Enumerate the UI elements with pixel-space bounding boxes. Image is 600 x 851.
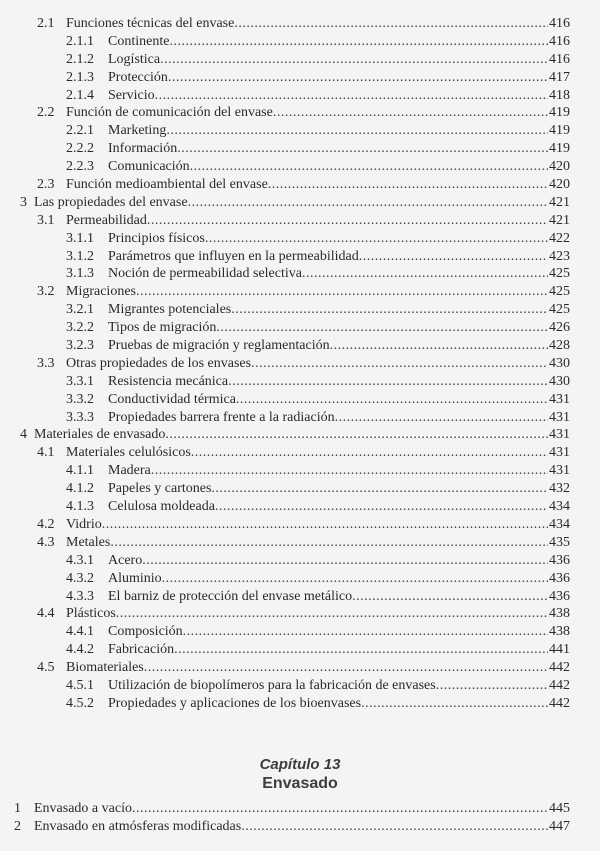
- toc-entry-page-number: 436: [549, 570, 570, 586]
- dot-leader: [216, 319, 548, 337]
- toc-entry-title: Metales: [66, 534, 111, 550]
- toc-entry-number: 2.1.1: [66, 33, 94, 49]
- toc-entry-heading: [66, 677, 436, 695]
- toc-entry-page-number: 435: [549, 534, 570, 550]
- toc-entry-heading: [66, 319, 216, 337]
- toc-entry-title: Servicio: [108, 87, 155, 103]
- toc-entry-number: 3.2.1: [66, 302, 94, 318]
- toc-entry-title: Papeles y cartones: [108, 481, 212, 497]
- toc-entry-page-number: 430: [549, 355, 570, 371]
- toc-entry-heading: [66, 391, 236, 409]
- toc-entry-title: Vidrio: [66, 516, 102, 532]
- dot-leader: [168, 69, 548, 87]
- toc-entry-number: 2.1: [37, 16, 55, 31]
- toc-entry-heading: [37, 534, 110, 552]
- toc-entry: [37, 659, 570, 677]
- toc-entry-heading: [37, 355, 251, 373]
- toc-entry-number: 4.4: [37, 606, 55, 622]
- toc-entry-heading: [66, 265, 302, 283]
- toc-entry: [37, 212, 570, 230]
- dot-leader: [231, 301, 548, 319]
- toc-entry-page-number: 431: [549, 409, 570, 425]
- toc-entry-number: 2.2: [37, 105, 55, 121]
- toc-entry-title: Acero: [108, 552, 143, 568]
- toc-entry-heading: [66, 552, 142, 570]
- toc-entry: [66, 570, 570, 588]
- toc-entry-page-number: 423: [549, 248, 570, 264]
- toc-entry-page-number: 447: [549, 818, 570, 834]
- toc-entry-title: Función de comunicación del envase: [66, 105, 273, 121]
- dot-leader: [174, 641, 548, 659]
- toc-entry-page-number: 442: [549, 660, 570, 676]
- toc-entry-title: Utilización de biopolímeros para la fabricación de envases: [108, 677, 436, 693]
- toc-entry-page-number: 426: [549, 320, 570, 336]
- toc-entry-number: 2.1.4: [66, 87, 94, 103]
- toc-entry-number: 4.3.2: [66, 570, 94, 586]
- toc-entry-page-number: 417: [549, 69, 570, 85]
- toc-entry: [66, 498, 570, 516]
- toc-entry-number: 3.1.1: [66, 230, 94, 246]
- dot-leader: [273, 104, 548, 122]
- toc-entry-page-number: 419: [549, 105, 570, 121]
- toc-entry-page-number: 420: [549, 159, 570, 175]
- toc-entry: [66, 409, 570, 427]
- toc-entry-heading: [66, 158, 190, 176]
- toc-entry-title: Las propiedades del envase: [34, 194, 188, 210]
- toc-entry-page-number: 431: [549, 391, 570, 407]
- toc-entry-page-number: 438: [549, 606, 570, 622]
- toc-entry-page-number: 422: [549, 230, 570, 246]
- toc-entry-title: Parámetros que influyen en la permeabilidad: [108, 248, 359, 264]
- dot-leader: [436, 677, 548, 695]
- toc-entry-page-number: 431: [549, 445, 570, 461]
- toc-entry-number: 4.1.3: [66, 499, 94, 515]
- toc-entry: [37, 605, 570, 623]
- toc-entry: [37, 355, 570, 373]
- toc-entry-number: 4.5: [37, 660, 55, 676]
- toc-entry-heading: [37, 605, 116, 623]
- toc-entry-heading: [37, 212, 147, 230]
- dot-leader: [228, 373, 548, 391]
- dot-leader: [205, 230, 548, 248]
- toc-entry-title: Migrantes potenciales: [108, 302, 232, 318]
- toc-entry-title: Conductividad térmica: [108, 391, 236, 407]
- toc-entry-heading: [66, 51, 160, 69]
- dot-leader: [251, 355, 548, 373]
- toc-entry-page-number: 434: [549, 516, 570, 532]
- dot-leader: [144, 659, 548, 677]
- chapter-13-contents: [0, 800, 600, 836]
- toc-entry-number: 4.3.1: [66, 552, 94, 568]
- chapter-heading: [0, 756, 600, 794]
- toc-entry: [66, 391, 570, 409]
- toc-entry-title: Protección: [108, 69, 168, 85]
- dot-leader: [241, 818, 548, 836]
- toc-entry-number: 3.2.2: [66, 320, 94, 336]
- toc-entry-number: 4.4.1: [66, 624, 94, 640]
- dot-leader: [215, 498, 548, 516]
- toc-entry-heading: [66, 570, 162, 588]
- dot-leader: [330, 337, 548, 355]
- toc-entry-number: 4.3: [37, 534, 55, 550]
- toc-entry-page-number: 416: [549, 33, 570, 49]
- toc-entry-title: Permeabilidad: [66, 212, 147, 228]
- dot-leader: [169, 33, 548, 51]
- toc-entry: [37, 104, 570, 122]
- toc-entry-heading: [20, 194, 188, 212]
- toc-entry-page-number: 438: [549, 624, 570, 640]
- toc-entry-number: 3.3.2: [66, 391, 94, 407]
- toc-entry-title: Biomateriales: [66, 660, 144, 676]
- toc-entry-heading: [66, 69, 168, 87]
- toc-entry-heading: [66, 480, 211, 498]
- toc-entry-heading: [66, 230, 205, 248]
- toc-entry-heading: [37, 659, 144, 677]
- dot-leader: [136, 283, 548, 301]
- toc-entry-page-number: 425: [549, 302, 570, 318]
- dot-leader: [147, 212, 548, 230]
- toc-entry-number: 4.4.2: [66, 642, 94, 658]
- toc-entry-page-number: 416: [549, 16, 570, 31]
- dot-leader: [162, 570, 548, 588]
- toc-entry: [37, 15, 570, 33]
- dot-leader: [165, 426, 548, 444]
- dot-leader: [361, 695, 548, 713]
- toc-entry-page-number: 421: [549, 212, 570, 228]
- toc-entry-title: Materiales de envasado: [34, 427, 166, 443]
- dot-leader: [211, 480, 548, 498]
- toc-entry-heading: [37, 444, 191, 462]
- toc-entry-page-number: 431: [549, 463, 570, 479]
- toc-entry-number: 4.5.1: [66, 677, 94, 693]
- toc-entry-heading: [66, 409, 335, 427]
- dot-leader: [166, 122, 548, 140]
- toc-entry-heading: [20, 426, 165, 444]
- toc-entry: [37, 534, 570, 552]
- toc-entry: [66, 695, 570, 713]
- toc-entry: [66, 588, 570, 606]
- dot-leader: [177, 140, 548, 158]
- toc-entry: [66, 677, 570, 695]
- toc-entry: [66, 122, 570, 140]
- toc-entry-heading: [66, 301, 231, 319]
- toc-entry-page-number: 430: [549, 373, 570, 389]
- toc-entry-number: 3.2.3: [66, 338, 94, 354]
- toc-entry-title: Envasado a vacío: [34, 801, 132, 816]
- toc-entry-heading: [66, 373, 228, 391]
- toc-entry-page-number: 432: [549, 481, 570, 497]
- toc-entry-page-number: 436: [549, 588, 570, 604]
- toc-entry-number: 2: [14, 818, 21, 834]
- toc-entry-title: Pruebas de migración y reglamentación: [108, 338, 330, 354]
- toc-entry: [14, 800, 570, 818]
- toc-entry-page-number: 419: [549, 123, 570, 139]
- dot-leader: [268, 176, 548, 194]
- dot-leader: [236, 391, 548, 409]
- dot-leader: [110, 534, 548, 552]
- toc-entry-title: Fabricación: [108, 642, 175, 658]
- toc-entry-title: Celulosa moldeada: [108, 499, 215, 515]
- dot-leader: [302, 265, 548, 283]
- toc-entry: [66, 33, 570, 51]
- toc-entry-heading: [37, 15, 234, 33]
- dot-leader: [160, 51, 548, 69]
- table-of-contents: [0, 15, 600, 713]
- toc-entry-number: 4.3.3: [66, 588, 94, 604]
- toc-entry-title: El barniz de protección del envase metálico: [108, 588, 353, 604]
- toc-entry: [20, 194, 570, 212]
- toc-entry-number: 3.1.3: [66, 266, 94, 282]
- toc-entry-heading: [66, 623, 183, 641]
- toc-entry: [66, 51, 570, 69]
- toc-entry: [20, 426, 570, 444]
- toc-entry-number: 2.2.1: [66, 123, 94, 139]
- toc-entry-title: Plásticos: [66, 606, 116, 622]
- toc-entry: [66, 480, 570, 498]
- toc-entry-title: Madera: [108, 463, 151, 479]
- toc-entry-heading: [66, 462, 151, 480]
- toc-entry-heading: [66, 695, 361, 713]
- toc-entry: [66, 301, 570, 319]
- toc-entry-page-number: 416: [549, 51, 570, 67]
- toc-entry-page-number: 441: [549, 642, 570, 658]
- toc-entry-page-number: 442: [549, 695, 570, 711]
- toc-entry-title: Materiales celulósicos: [66, 445, 191, 461]
- toc-entry-title: Comunicación: [108, 159, 190, 175]
- toc-entry: [66, 462, 570, 480]
- dot-leader: [155, 87, 548, 105]
- toc-entry: [66, 230, 570, 248]
- toc-entry-heading: [66, 140, 177, 158]
- toc-entry: [66, 319, 570, 337]
- toc-entry-heading: [66, 248, 359, 266]
- toc-entry: [37, 444, 570, 462]
- toc-entry: [66, 248, 570, 266]
- toc-entry-heading: [66, 641, 174, 659]
- toc-entry-number: 4.2: [37, 516, 55, 532]
- toc-entry-heading: [66, 498, 215, 516]
- dot-leader: [132, 800, 548, 818]
- toc-entry: [66, 69, 570, 87]
- toc-entry-title: Tipos de migración: [108, 320, 217, 336]
- toc-entry-number: 4.1.1: [66, 463, 94, 479]
- dot-leader: [188, 194, 548, 212]
- dot-leader: [335, 409, 548, 427]
- toc-entry-title: Continente: [108, 33, 170, 49]
- toc-entry-number: 3.1: [37, 212, 55, 228]
- toc-entry-title: Resistencia mecánica: [108, 373, 229, 389]
- toc-entry-number: 4.1: [37, 445, 55, 461]
- toc-entry-page-number: 420: [549, 177, 570, 193]
- toc-entry: [66, 373, 570, 391]
- toc-entry: [37, 283, 570, 301]
- dot-leader: [151, 462, 548, 480]
- toc-entry-page-number: 445: [549, 801, 570, 816]
- toc-entry-number: 2.2.3: [66, 159, 94, 175]
- toc-entry-title: Funciones técnicas del envase: [66, 16, 235, 31]
- toc-entry-heading: [66, 87, 155, 105]
- toc-entry-heading: [37, 104, 273, 122]
- toc-entry-page-number: 421: [549, 194, 570, 210]
- toc-entry-title: Marketing: [108, 123, 167, 139]
- toc-entry-heading: [14, 818, 241, 836]
- dot-leader: [352, 588, 548, 606]
- dot-leader: [191, 444, 548, 462]
- toc-entry-title: Migraciones: [66, 284, 136, 300]
- toc-entry-number: 3: [20, 194, 27, 210]
- toc-entry-title: Envasado en atmósferas modificadas: [34, 818, 242, 834]
- toc-entry-number: 2.2.2: [66, 141, 94, 157]
- toc-entry: [66, 337, 570, 355]
- toc-entry-page-number: 425: [549, 284, 570, 300]
- chapter-title: Envasado: [262, 775, 338, 792]
- dot-leader: [190, 158, 548, 176]
- toc-entry-title: Principios físicos: [108, 230, 205, 246]
- toc-entry-heading: [37, 516, 102, 534]
- toc-entry-heading: [37, 283, 136, 301]
- toc-entry-title: Función medioambiental del envase: [66, 177, 268, 193]
- toc-entry: [66, 641, 570, 659]
- toc-entry-heading: [66, 588, 352, 606]
- toc-entry: [66, 265, 570, 283]
- toc-entry-number: 4: [20, 427, 27, 443]
- toc-entry: [66, 158, 570, 176]
- toc-entry-page-number: 434: [549, 499, 570, 515]
- toc-entry-heading: [37, 176, 268, 194]
- toc-entry-title: Información: [108, 141, 178, 157]
- toc-entry-number: 1: [14, 801, 21, 816]
- toc-entry-page-number: 418: [549, 87, 570, 103]
- toc-entry: [14, 818, 570, 836]
- toc-entry-title: Logística: [108, 51, 161, 67]
- toc-entry-heading: [14, 800, 132, 818]
- toc-entry-number: 2.3: [37, 177, 55, 193]
- toc-entry-page-number: 428: [549, 338, 570, 354]
- toc-entry-number: 3.3.1: [66, 373, 94, 389]
- toc-entry: [37, 516, 570, 534]
- toc-entry-page-number: 442: [549, 677, 570, 693]
- toc-entry-number: 3.3.3: [66, 409, 94, 425]
- chapter-label: Capítulo 13: [259, 756, 341, 773]
- toc-entry-number: 4.1.2: [66, 481, 94, 497]
- toc-entry-page-number: 419: [549, 141, 570, 157]
- toc-entry: [66, 623, 570, 641]
- toc-entry-number: 3.2: [37, 284, 55, 300]
- toc-entry-title: Otras propiedades de los envases: [66, 355, 252, 371]
- toc-entry-heading: [66, 337, 330, 355]
- toc-entry-title: Composición: [108, 624, 183, 640]
- toc-entry-number: 2.1.2: [66, 51, 94, 67]
- toc-entry: [66, 87, 570, 105]
- toc-entry-page-number: 431: [549, 427, 570, 443]
- toc-entry-page-number: 425: [549, 266, 570, 282]
- dot-leader: [359, 248, 548, 266]
- toc-entry-heading: [66, 122, 166, 140]
- toc-entry-title: Noción de permeabilidad selectiva: [108, 266, 302, 282]
- toc-entry-number: 3.1.2: [66, 248, 94, 264]
- toc-entry-title: Propiedades barrera frente a la radiación: [108, 409, 335, 425]
- dot-leader: [183, 623, 548, 641]
- toc-entry: [66, 552, 570, 570]
- dot-leader: [142, 552, 548, 570]
- dot-leader: [116, 605, 548, 623]
- toc-entry-number: 4.5.2: [66, 695, 94, 711]
- toc-entry: [37, 176, 570, 194]
- toc-entry-heading: [66, 33, 169, 51]
- toc-entry: [66, 140, 570, 158]
- toc-entry-title: Aluminio: [108, 570, 162, 586]
- toc-entry-number: 3.3: [37, 355, 55, 371]
- dot-leader: [102, 516, 548, 534]
- dot-leader: [234, 15, 548, 33]
- toc-entry-page-number: 436: [549, 552, 570, 568]
- toc-entry-number: 2.1.3: [66, 69, 94, 85]
- toc-entry-title: Propiedades y aplicaciones de los bioenvases: [108, 695, 362, 711]
